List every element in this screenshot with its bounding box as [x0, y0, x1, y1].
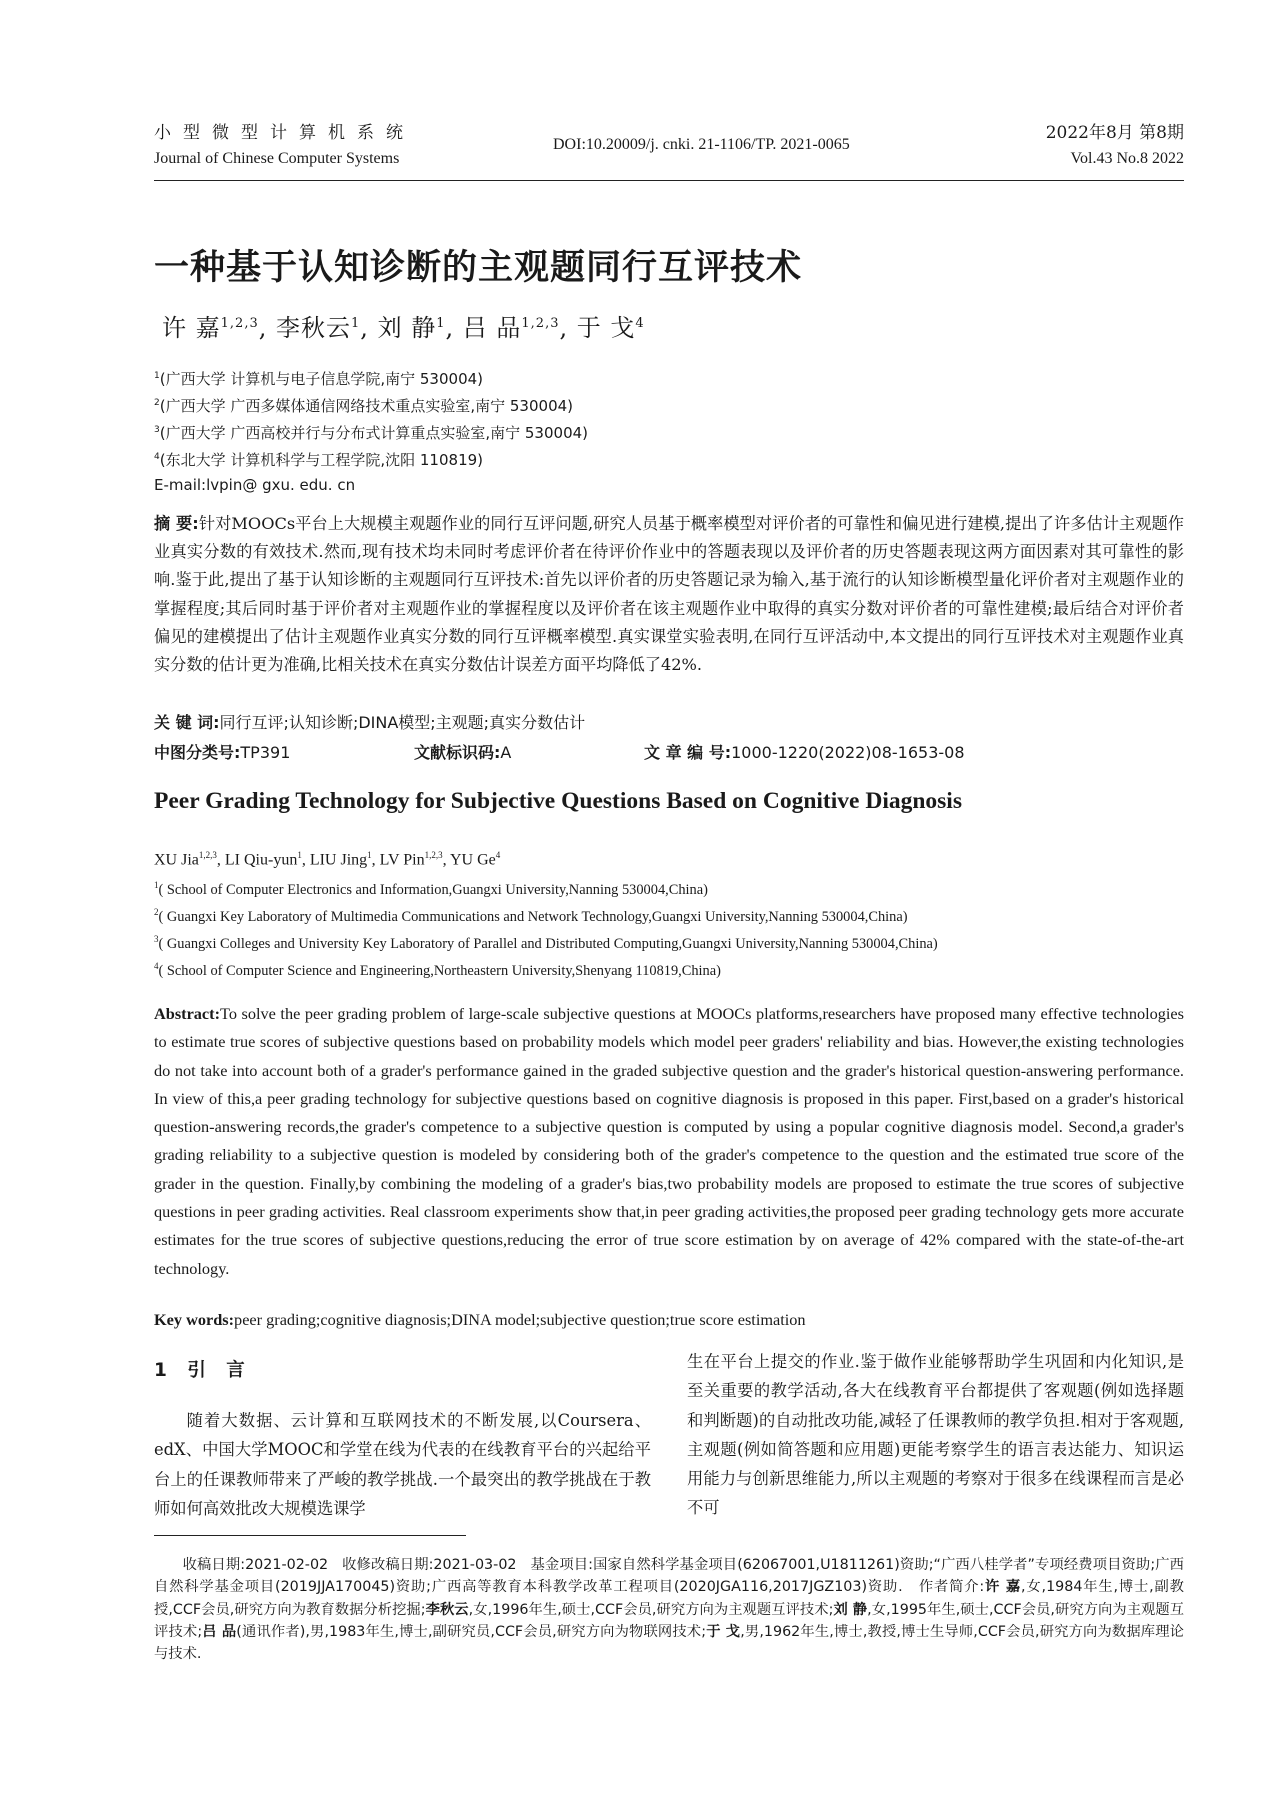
affil-sup: 4	[154, 452, 160, 462]
affil-text: ( School of Computer Electronics and Information,Guangxi University,Nanning 530004,China)	[158, 881, 708, 898]
bio-text: ,男,1962年生,博士,教授,博士生导师,CCF会员,研究方向为数据库理论与技术.	[154, 1623, 1184, 1663]
author-separator: ,	[360, 314, 369, 342]
affiliation-cn	[154, 395, 573, 416]
bio-name: 许 嘉	[984, 1579, 1022, 1596]
bio-name: 刘 静	[833, 1601, 868, 1618]
author-list-cn	[162, 308, 645, 343]
author-name: LV Pin	[379, 851, 425, 869]
affil-text: (广西大学 计算机与电子信息学院,南宁 530004)	[159, 370, 484, 388]
author-affil-sup: 4	[635, 316, 645, 331]
affiliation-en	[154, 934, 938, 953]
affiliation-cn	[154, 449, 483, 470]
article-number	[644, 740, 965, 763]
abstract-en-text: To solve the peer grading problem of large-scale subjective questions at MOOCs platforms,researchers have proposed many effective technologies to estimate true scores of subjective questions based on probability models which model peer graders' reliability and bias. However,the existing technologies do not take into account both of a grader's performance gained in the graded subjective question and the grader's historical question-answering performance. In view of this,a peer grading technology for subjective questions based on cognitive diagnosis is proposed in this paper. First,based on a grader's historical question-answering records,the grader's competence to a subjective question is computed by using a popular cognitive diagnosis model. Second,a grader's grading reliability to a subjective question is modeled by considering both of the grader's competence to the question and the estimated true score of the grader in the question. Finally,by combining the modeling of a grader's bias,two probability models are proposed to estimate the true scores of subjective questions in peer grading activities. Real classroom experiments show that,in peer grading activities,the proposed peer grading technology gets more accurate estimates for the true scores of subjective questions,reducing the error of true score estimation by on average of 42% compared with the state-of-the-art technology.	[154, 1004, 1184, 1278]
affil-sup: 4	[154, 961, 159, 971]
section-heading: 1 引 言	[154, 1360, 245, 1381]
abstract-cn-text: 针对MOOCs平台上大规模主观题作业的同行互评问题,研究人员基于概率模型对评价者的可靠性和偏见进行建模,提出了许多估计主观题作业真实分数的有效技术.然而,现有技术均未同时考虑评价者在待评价作业中的答题表现以及评价者的历史答题表现这两方面因素对其可靠性的影响.鉴于此,提出了基于认知诊断的主观题同行互评技术:首先以评价者的历史答题记录为输入,基于流行的认知诊断模型量化评价者对主观题作业的掌握程度;其后同时基于评价者对主观题作业的掌握程度以及评价者在该主观题作业中取得的真实分数对评价者的可靠性建模;最后结合对评价者偏见的建模提出了估计主观题作业真实分数的同行互评概率模型.真实课堂实验表明,在同行互评活动中,本文提出的同行互评技术对主观题作业真实分数的估计更为准确,比相关技术在真实分数估计误差方面平均降低了42%.	[154, 514, 1184, 675]
keywords-en	[154, 1310, 806, 1330]
author-name: 吕 品	[462, 314, 522, 342]
header-divider	[154, 180, 1184, 181]
author-separator: ,	[442, 851, 447, 869]
body-column-right: 生在平台上提交的作业.鉴于做作业能够帮助学生巩固和内化知识,是至关重要的教学活动,各大在线教育平台都提供了客观题(例如选择题和判断题)的自动批改功能,减轻了任课教师的教学负担.相对于客观题,主观题(例如简答题和应用题)更能考察学生的语言表达能力、知识运用能力与创新思维能力,所以主观题的考察对于很多在线课程而言是必不可	[687, 1352, 1184, 1518]
affil-text: ( Guangxi Key Laboratory of Multimedia Communications and Network Technology,Guangxi University,Nanning 530004,China)	[158, 908, 908, 925]
abstract-cn-label: 摘 要:	[154, 514, 199, 533]
author-affil-sup: 1	[367, 850, 372, 860]
fund-text: 国家自然科学基金项目(62067001,U1811261)资助;“广西八桂学者”专项经费项目资助;广西自然科学基金项目(2019JJA170045)资助;广西高等教育本科教学改革工程项目(2020JGA116,2017JGZ103)资助.	[154, 1557, 1184, 1596]
footnote	[154, 1554, 1184, 1665]
author-affil-sup: 1,2,3	[220, 316, 259, 331]
revised-label: 收修改稿日期:	[342, 1557, 434, 1573]
paper-title-en: Peer Grading Technology for Subjective Questions Based on Cognitive Diagnosis	[154, 788, 962, 814]
author-name: 于 戈	[576, 314, 636, 342]
author-separator: ,	[216, 851, 221, 869]
affil-sup: 3	[154, 425, 160, 435]
affiliation-en	[154, 880, 708, 899]
doi[interactable]: DOI:10.20009/j. cnki. 21-1106/TP. 2021-0065	[553, 136, 850, 153]
received-label: 收稿日期:	[182, 1557, 246, 1573]
volume-number: Vol.43 No.8 2022	[1070, 150, 1184, 167]
author-separator: ,	[371, 851, 376, 869]
affil-sup: 2	[154, 907, 159, 917]
author-name: LIU Jing	[309, 851, 368, 869]
affil-text: (广西大学 广西高校并行与分布式计算重点实验室,南宁 530004)	[159, 424, 589, 442]
affiliation-cn	[154, 368, 483, 389]
abstract-en-label: Abstract:	[154, 1004, 221, 1023]
author-affil-sup: 4	[495, 850, 501, 860]
author-name: XU Jia	[154, 851, 199, 869]
author-affil-sup: 1,2,3	[521, 316, 560, 331]
affil-sup: 1	[154, 880, 159, 890]
author-separator: ,	[258, 314, 268, 342]
clc-value: TP391	[240, 743, 291, 762]
keywords-en-label: Key words:	[154, 1310, 235, 1329]
affil-sup: 2	[154, 398, 160, 408]
bio-text: ,女,1984年生,博士,副教授,CCF会员,研究方向为教育数据分析挖掘;	[154, 1579, 1184, 1618]
author-name: YU Ge	[449, 851, 496, 869]
paper-title-cn: 一种基于认知诊断的主观题同行互评技术	[154, 248, 803, 288]
art-value: 1000-1220(2022)08-1653-08	[731, 743, 965, 762]
author-name: 李秋云	[276, 314, 351, 342]
doc-value: A	[500, 743, 512, 762]
journal-name-en: Journal of Chinese Computer Systems	[154, 150, 400, 167]
footnote-divider	[154, 1535, 466, 1536]
clc-code	[154, 740, 290, 763]
author-name: 刘 静	[377, 314, 437, 342]
author-separator: ,	[445, 314, 455, 342]
affil-text: ( Guangxi Colleges and University Key Laboratory of Parallel and Distributed Computing,Guangxi University,Nanning 530004,China)	[158, 935, 938, 952]
bio-text: ,女,1995年生,硕士,CCF会员,研究方向为主观题互评技术;	[154, 1601, 1185, 1640]
keywords-cn-label: 关 键 词:	[154, 713, 220, 732]
author-separator: ,	[559, 314, 569, 342]
author-affil-sup: 1,2,3	[424, 850, 443, 860]
author-email[interactable]: E-mail:lvpin@ gxu. edu. cn	[154, 476, 356, 494]
author-affil-sup: 1,2,3	[198, 850, 217, 860]
author-affil-sup: 1	[351, 316, 361, 331]
keywords-cn-text: 同行互评;认知诊断;DINA模型;主观题;真实分数估计	[219, 713, 586, 732]
body-column-left: 随着大数据、云计算和互联网技术的不断发展,以Coursera、edX、中国大学MOOC和学堂在线为代表的在线教育平台的兴起给平台上的任课教师带来了严峻的教学挑战.一个最突出的教学挑战在于教师如何高效批改大规模选课学	[154, 1411, 651, 1518]
art-label: 文 章 编 号:	[644, 743, 732, 762]
author-name: LI Qiu-yun	[224, 851, 298, 869]
keywords-en-text: peer grading;cognitive diagnosis;DINA model;subjective question;true score estimation	[234, 1310, 806, 1329]
bio-label: 作者简介:	[918, 1579, 985, 1596]
received-date: 2021-02-02	[245, 1557, 329, 1573]
journal-name-cn: 小型微型计算机系统	[154, 123, 415, 143]
affil-sup: 3	[154, 934, 159, 944]
affiliation-cn	[154, 422, 588, 443]
affil-sup: 1	[154, 371, 160, 381]
author-list-en	[154, 850, 500, 869]
doc-code	[414, 740, 511, 763]
fund-label: 基金项目:	[530, 1557, 593, 1573]
doc-label: 文献标识码:	[414, 743, 501, 762]
abstract-cn	[154, 510, 1184, 679]
issue-date: 2022年8月 第8期	[1045, 123, 1184, 143]
bio-name: 于 戈	[706, 1623, 741, 1640]
affil-text: (广西大学 广西多媒体通信网络技术重点实验室,南宁 530004)	[159, 397, 574, 415]
affiliation-en	[154, 907, 908, 926]
bio-text: (通讯作者),男,1983年生,博士,副研究员,CCF会员,研究方向为物联网技术;	[236, 1623, 707, 1640]
clc-label: 中图分类号:	[154, 743, 241, 762]
bio-name: 吕 品	[202, 1623, 237, 1640]
affiliation-en	[154, 961, 721, 980]
revised-date: 2021-03-02	[433, 1557, 517, 1573]
author-affil-sup: 1	[436, 316, 446, 331]
author-separator: ,	[301, 851, 306, 869]
bio-name: 李秋云	[425, 1601, 469, 1618]
abstract-en	[154, 1000, 1184, 1283]
author-name: 许 嘉	[162, 314, 221, 342]
affil-text: (东北大学 计算机科学与工程学院,沈阳 110819)	[159, 451, 484, 469]
keywords-cn	[154, 710, 585, 733]
author-affil-sup: 1	[297, 850, 302, 860]
bio-text: ,女,1996年生,硕士,CCF会员,研究方向为主观题互评技术;	[468, 1601, 834, 1618]
affil-text: ( School of Computer Science and Engineering,Northeastern University,Shenyang 110819,China)	[158, 962, 721, 979]
